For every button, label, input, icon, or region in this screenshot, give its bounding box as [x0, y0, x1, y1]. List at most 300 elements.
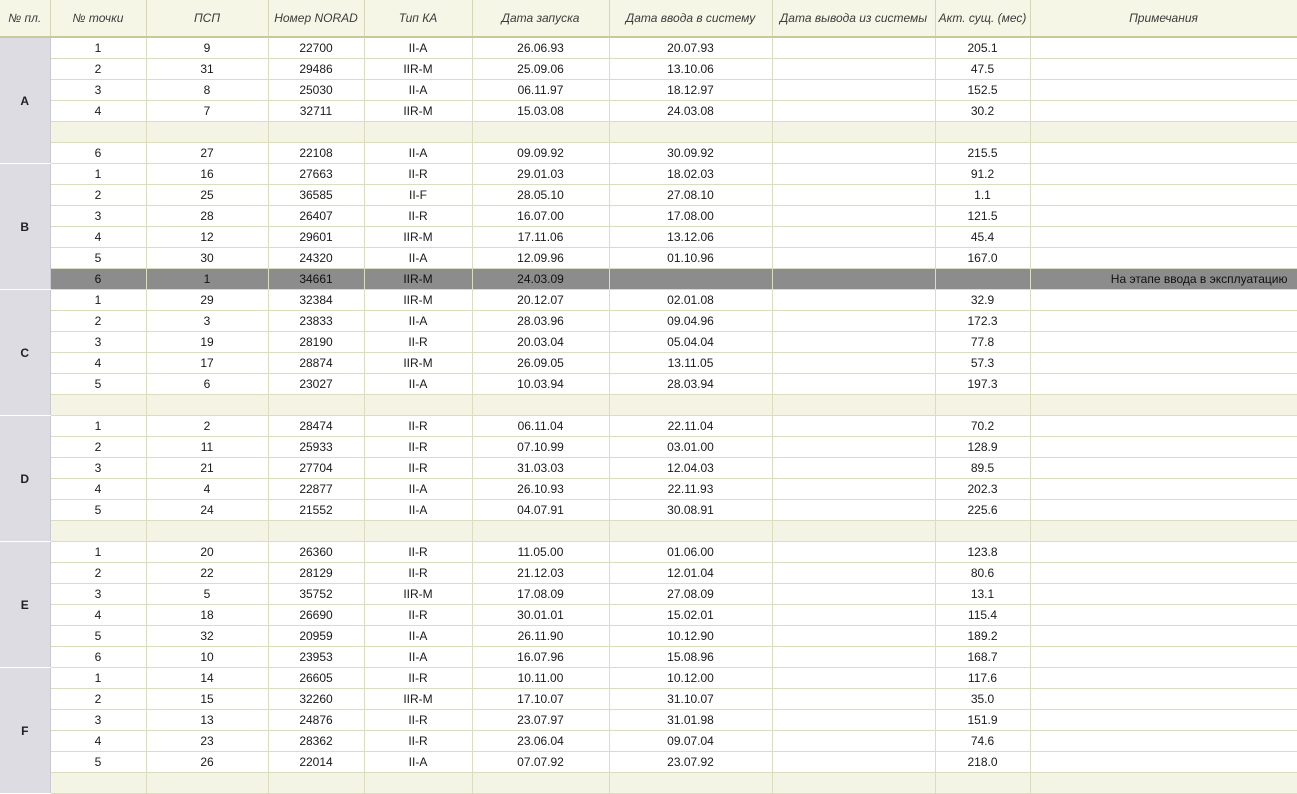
notes-cell[interactable]	[1030, 101, 1297, 122]
table-row[interactable]	[0, 647, 1297, 668]
table-row[interactable]	[0, 563, 1297, 584]
exit-date-cell[interactable]	[772, 59, 935, 80]
notes-cell[interactable]	[1030, 521, 1297, 542]
point-cell[interactable]: 3	[50, 80, 146, 101]
type-cell[interactable]: II-R	[364, 164, 472, 185]
norad-cell[interactable]: 26605	[268, 668, 364, 689]
age-cell[interactable]: 152.5	[935, 80, 1030, 101]
entry-date-cell[interactable]	[609, 269, 772, 290]
norad-cell[interactable]: 22877	[268, 479, 364, 500]
entry-date-cell[interactable]: 10.12.00	[609, 668, 772, 689]
age-cell[interactable]: 13.1	[935, 584, 1030, 605]
header-exit-date[interactable]: Дата вывода из системы	[772, 0, 935, 37]
point-cell[interactable]: 2	[50, 185, 146, 206]
notes-cell[interactable]	[1030, 395, 1297, 416]
point-cell[interactable]: 1	[50, 37, 146, 59]
exit-date-cell[interactable]	[772, 311, 935, 332]
entry-date-cell[interactable]: 24.03.08	[609, 101, 772, 122]
header-entry-date[interactable]: Дата ввода в систему	[609, 0, 772, 37]
point-cell[interactable]: 1	[50, 416, 146, 437]
notes-cell[interactable]	[1030, 542, 1297, 563]
age-cell[interactable]: 168.7	[935, 647, 1030, 668]
entry-date-cell[interactable]	[609, 773, 772, 794]
table-row[interactable]	[0, 416, 1297, 437]
point-cell[interactable]: 5	[50, 626, 146, 647]
launch-date-cell[interactable]: 20.12.07	[472, 290, 609, 311]
launch-date-cell[interactable]: 20.03.04	[472, 332, 609, 353]
point-cell[interactable]: 6	[50, 143, 146, 164]
psp-cell[interactable]: 9	[146, 37, 268, 59]
notes-cell[interactable]	[1030, 563, 1297, 584]
notes-cell[interactable]: На этапе ввода в эксплуатацию	[1030, 269, 1297, 290]
table-row[interactable]	[0, 59, 1297, 80]
table-row[interactable]	[0, 479, 1297, 500]
launch-date-cell[interactable]: 11.05.00	[472, 542, 609, 563]
type-cell[interactable]: II-F	[364, 185, 472, 206]
launch-date-cell[interactable]: 06.11.04	[472, 416, 609, 437]
age-cell[interactable]: 35.0	[935, 689, 1030, 710]
exit-date-cell[interactable]	[772, 143, 935, 164]
psp-cell[interactable]: 32	[146, 626, 268, 647]
norad-cell[interactable]: 26407	[268, 206, 364, 227]
entry-date-cell[interactable]: 13.12.06	[609, 227, 772, 248]
table-row[interactable]	[0, 332, 1297, 353]
psp-cell[interactable]: 4	[146, 479, 268, 500]
norad-cell[interactable]: 28874	[268, 353, 364, 374]
launch-date-cell[interactable]: 26.10.93	[472, 479, 609, 500]
launch-date-cell[interactable]: 21.12.03	[472, 563, 609, 584]
exit-date-cell[interactable]	[772, 374, 935, 395]
psp-cell[interactable]: 2	[146, 416, 268, 437]
entry-date-cell[interactable]	[609, 521, 772, 542]
type-cell[interactable]: IIR-M	[364, 227, 472, 248]
exit-date-cell[interactable]	[772, 773, 935, 794]
entry-date-cell[interactable]: 13.11.05	[609, 353, 772, 374]
notes-cell[interactable]	[1030, 458, 1297, 479]
age-cell[interactable]: 202.3	[935, 479, 1030, 500]
psp-cell[interactable]: 31	[146, 59, 268, 80]
entry-date-cell[interactable]: 28.03.94	[609, 374, 772, 395]
psp-cell[interactable]: 23	[146, 731, 268, 752]
notes-cell[interactable]	[1030, 290, 1297, 311]
exit-date-cell[interactable]	[772, 290, 935, 311]
norad-cell[interactable]: 20959	[268, 626, 364, 647]
age-cell[interactable]	[935, 521, 1030, 542]
entry-date-cell[interactable]: 31.01.98	[609, 710, 772, 731]
table-row[interactable]	[0, 710, 1297, 731]
psp-cell[interactable]: 15	[146, 689, 268, 710]
psp-cell[interactable]	[146, 521, 268, 542]
table-row[interactable]	[0, 584, 1297, 605]
exit-date-cell[interactable]	[772, 206, 935, 227]
psp-cell[interactable]: 16	[146, 164, 268, 185]
point-cell[interactable]: 1	[50, 164, 146, 185]
entry-date-cell[interactable]: 31.10.07	[609, 689, 772, 710]
notes-cell[interactable]	[1030, 206, 1297, 227]
point-cell[interactable]: 1	[50, 542, 146, 563]
blank-row[interactable]	[0, 773, 1297, 794]
launch-date-cell[interactable]: 07.10.99	[472, 437, 609, 458]
exit-date-cell[interactable]	[772, 584, 935, 605]
norad-cell[interactable]: 24876	[268, 710, 364, 731]
norad-cell[interactable]: 22108	[268, 143, 364, 164]
table-row[interactable]	[0, 752, 1297, 773]
header-notes[interactable]: Примечания	[1030, 0, 1297, 37]
age-cell[interactable]: 89.5	[935, 458, 1030, 479]
launch-date-cell[interactable]: 10.11.00	[472, 668, 609, 689]
table-row[interactable]	[0, 437, 1297, 458]
notes-cell[interactable]	[1030, 37, 1297, 59]
point-cell[interactable]: 3	[50, 206, 146, 227]
table-row[interactable]	[0, 101, 1297, 122]
norad-cell[interactable]: 28129	[268, 563, 364, 584]
norad-cell[interactable]	[268, 521, 364, 542]
norad-cell[interactable]: 28190	[268, 332, 364, 353]
psp-cell[interactable]: 7	[146, 101, 268, 122]
plane-label[interactable]: B	[0, 164, 50, 290]
exit-date-cell[interactable]	[772, 80, 935, 101]
exit-date-cell[interactable]	[772, 563, 935, 584]
exit-date-cell[interactable]	[772, 689, 935, 710]
age-cell[interactable]: 57.3	[935, 353, 1030, 374]
type-cell[interactable]: II-A	[364, 500, 472, 521]
launch-date-cell[interactable]: 17.08.09	[472, 584, 609, 605]
age-cell[interactable]: 30.2	[935, 101, 1030, 122]
point-cell[interactable]	[50, 122, 146, 143]
norad-cell[interactable]: 23027	[268, 374, 364, 395]
exit-date-cell[interactable]	[772, 647, 935, 668]
point-cell[interactable]: 4	[50, 353, 146, 374]
header-point[interactable]: № точки	[50, 0, 146, 37]
plane-label[interactable]: A	[0, 37, 50, 164]
table-row[interactable]	[0, 605, 1297, 626]
psp-cell[interactable]: 30	[146, 248, 268, 269]
notes-cell[interactable]	[1030, 605, 1297, 626]
psp-cell[interactable]: 20	[146, 542, 268, 563]
entry-date-cell[interactable]: 30.09.92	[609, 143, 772, 164]
plane-label[interactable]: F	[0, 668, 50, 794]
age-cell[interactable]: 74.6	[935, 731, 1030, 752]
point-cell[interactable]	[50, 773, 146, 794]
plane-label[interactable]: C	[0, 290, 50, 416]
table-row[interactable]	[0, 164, 1297, 185]
psp-cell[interactable]	[146, 395, 268, 416]
psp-cell[interactable]: 8	[146, 80, 268, 101]
header-age[interactable]: Акт. сущ. (мес)	[935, 0, 1030, 37]
launch-date-cell[interactable]: 26.09.05	[472, 353, 609, 374]
notes-cell[interactable]	[1030, 710, 1297, 731]
exit-date-cell[interactable]	[772, 101, 935, 122]
point-cell[interactable]: 1	[50, 290, 146, 311]
norad-cell[interactable]: 32384	[268, 290, 364, 311]
exit-date-cell[interactable]	[772, 353, 935, 374]
table-row[interactable]	[0, 731, 1297, 752]
table-row[interactable]	[0, 689, 1297, 710]
table-row[interactable]	[0, 626, 1297, 647]
notes-cell[interactable]	[1030, 311, 1297, 332]
table-row[interactable]	[0, 458, 1297, 479]
header-norad[interactable]: Номер NORAD	[268, 0, 364, 37]
point-cell[interactable]: 4	[50, 101, 146, 122]
type-cell[interactable]: II-R	[364, 605, 472, 626]
exit-date-cell[interactable]	[772, 752, 935, 773]
norad-cell[interactable]: 22700	[268, 37, 364, 59]
psp-cell[interactable]: 10	[146, 647, 268, 668]
notes-cell[interactable]	[1030, 626, 1297, 647]
type-cell[interactable]	[364, 395, 472, 416]
point-cell[interactable]: 2	[50, 59, 146, 80]
type-cell[interactable]	[364, 773, 472, 794]
age-cell[interactable]: 80.6	[935, 563, 1030, 584]
exit-date-cell[interactable]	[772, 668, 935, 689]
point-cell[interactable]: 5	[50, 752, 146, 773]
exit-date-cell[interactable]	[772, 542, 935, 563]
point-cell[interactable]: 2	[50, 689, 146, 710]
notes-cell[interactable]	[1030, 227, 1297, 248]
psp-cell[interactable]	[146, 122, 268, 143]
exit-date-cell[interactable]	[772, 185, 935, 206]
age-cell[interactable]: 77.8	[935, 332, 1030, 353]
norad-cell[interactable]	[268, 395, 364, 416]
norad-cell[interactable]: 32711	[268, 101, 364, 122]
table-row[interactable]	[0, 311, 1297, 332]
type-cell[interactable]: II-A	[364, 479, 472, 500]
launch-date-cell[interactable]: 24.03.09	[472, 269, 609, 290]
point-cell[interactable]: 6	[50, 647, 146, 668]
point-cell[interactable]: 2	[50, 563, 146, 584]
table-row[interactable]	[0, 248, 1297, 269]
notes-cell[interactable]	[1030, 143, 1297, 164]
exit-date-cell[interactable]	[772, 605, 935, 626]
point-cell[interactable]: 3	[50, 710, 146, 731]
launch-date-cell[interactable]: 30.01.01	[472, 605, 609, 626]
type-cell[interactable]: IIR-M	[364, 689, 472, 710]
notes-cell[interactable]	[1030, 689, 1297, 710]
point-cell[interactable]: 2	[50, 437, 146, 458]
type-cell[interactable]: II-A	[364, 248, 472, 269]
launch-date-cell[interactable]: 23.06.04	[472, 731, 609, 752]
point-cell[interactable]: 4	[50, 605, 146, 626]
entry-date-cell[interactable]: 27.08.09	[609, 584, 772, 605]
point-cell[interactable]: 4	[50, 227, 146, 248]
psp-cell[interactable]	[146, 773, 268, 794]
launch-date-cell[interactable]: 23.07.97	[472, 710, 609, 731]
entry-date-cell[interactable]: 20.07.93	[609, 37, 772, 59]
point-cell[interactable]	[50, 521, 146, 542]
age-cell[interactable]: 121.5	[935, 206, 1030, 227]
entry-date-cell[interactable]: 12.04.03	[609, 458, 772, 479]
notes-cell[interactable]	[1030, 122, 1297, 143]
table-row[interactable]	[0, 80, 1297, 101]
norad-cell[interactable]: 32260	[268, 689, 364, 710]
entry-date-cell[interactable]: 01.06.00	[609, 542, 772, 563]
psp-cell[interactable]: 1	[146, 269, 268, 290]
launch-date-cell[interactable]	[472, 773, 609, 794]
type-cell[interactable]: II-R	[364, 458, 472, 479]
age-cell[interactable]: 115.4	[935, 605, 1030, 626]
launch-date-cell[interactable]: 07.07.92	[472, 752, 609, 773]
norad-cell[interactable]: 21552	[268, 500, 364, 521]
norad-cell[interactable]: 34661	[268, 269, 364, 290]
exit-date-cell[interactable]	[772, 164, 935, 185]
notes-cell[interactable]	[1030, 500, 1297, 521]
exit-date-cell[interactable]	[772, 458, 935, 479]
norad-cell[interactable]: 22014	[268, 752, 364, 773]
header-type[interactable]: Тип КА	[364, 0, 472, 37]
entry-date-cell[interactable]: 27.08.10	[609, 185, 772, 206]
launch-date-cell[interactable]	[472, 122, 609, 143]
type-cell[interactable]: II-R	[364, 206, 472, 227]
header-plane[interactable]: № пл.	[0, 0, 50, 37]
psp-cell[interactable]: 26	[146, 752, 268, 773]
type-cell[interactable]: II-R	[364, 731, 472, 752]
type-cell[interactable]: II-R	[364, 542, 472, 563]
notes-cell[interactable]	[1030, 584, 1297, 605]
exit-date-cell[interactable]	[772, 248, 935, 269]
launch-date-cell[interactable]: 28.05.10	[472, 185, 609, 206]
psp-cell[interactable]: 29	[146, 290, 268, 311]
notes-cell[interactable]	[1030, 416, 1297, 437]
table-row[interactable]	[0, 206, 1297, 227]
launch-date-cell[interactable]: 17.10.07	[472, 689, 609, 710]
exit-date-cell[interactable]	[772, 122, 935, 143]
type-cell[interactable]: IIR-M	[364, 290, 472, 311]
norad-cell[interactable]: 28474	[268, 416, 364, 437]
launch-date-cell[interactable]: 29.01.03	[472, 164, 609, 185]
launch-date-cell[interactable]: 26.11.90	[472, 626, 609, 647]
header-psp[interactable]: ПСП	[146, 0, 268, 37]
age-cell[interactable]: 70.2	[935, 416, 1030, 437]
exit-date-cell[interactable]	[772, 479, 935, 500]
age-cell[interactable]: 172.3	[935, 311, 1030, 332]
notes-cell[interactable]	[1030, 647, 1297, 668]
type-cell[interactable]: II-R	[364, 416, 472, 437]
point-cell[interactable]: 3	[50, 584, 146, 605]
type-cell[interactable]: II-A	[364, 647, 472, 668]
age-cell[interactable]: 218.0	[935, 752, 1030, 773]
psp-cell[interactable]: 17	[146, 353, 268, 374]
norad-cell[interactable]: 23953	[268, 647, 364, 668]
age-cell[interactable]: 45.4	[935, 227, 1030, 248]
type-cell[interactable]: II-R	[364, 332, 472, 353]
age-cell[interactable]	[935, 122, 1030, 143]
launch-date-cell[interactable]: 09.09.92	[472, 143, 609, 164]
type-cell[interactable]: II-R	[364, 563, 472, 584]
psp-cell[interactable]: 5	[146, 584, 268, 605]
notes-cell[interactable]	[1030, 668, 1297, 689]
age-cell[interactable]: 128.9	[935, 437, 1030, 458]
age-cell[interactable]	[935, 395, 1030, 416]
age-cell[interactable]: 205.1	[935, 37, 1030, 59]
exit-date-cell[interactable]	[772, 710, 935, 731]
notes-cell[interactable]	[1030, 479, 1297, 500]
table-row[interactable]	[0, 353, 1297, 374]
psp-cell[interactable]: 11	[146, 437, 268, 458]
entry-date-cell[interactable]: 05.04.04	[609, 332, 772, 353]
norad-cell[interactable]: 35752	[268, 584, 364, 605]
blank-row[interactable]	[0, 122, 1297, 143]
psp-cell[interactable]: 18	[146, 605, 268, 626]
launch-date-cell[interactable]: 12.09.96	[472, 248, 609, 269]
type-cell[interactable]: IIR-M	[364, 269, 472, 290]
table-row[interactable]	[0, 269, 1297, 290]
entry-date-cell[interactable]: 01.10.96	[609, 248, 772, 269]
age-cell[interactable]: 91.2	[935, 164, 1030, 185]
type-cell[interactable]: II-R	[364, 710, 472, 731]
type-cell[interactable]: IIR-M	[364, 353, 472, 374]
age-cell[interactable]: 123.8	[935, 542, 1030, 563]
norad-cell[interactable]: 26690	[268, 605, 364, 626]
notes-cell[interactable]	[1030, 731, 1297, 752]
norad-cell[interactable]	[268, 773, 364, 794]
age-cell[interactable]: 32.9	[935, 290, 1030, 311]
age-cell[interactable]: 215.5	[935, 143, 1030, 164]
blank-row[interactable]	[0, 521, 1297, 542]
type-cell[interactable]: IIR-M	[364, 584, 472, 605]
exit-date-cell[interactable]	[772, 332, 935, 353]
launch-date-cell[interactable]: 31.03.03	[472, 458, 609, 479]
psp-cell[interactable]: 27	[146, 143, 268, 164]
psp-cell[interactable]: 14	[146, 668, 268, 689]
type-cell[interactable]: II-A	[364, 37, 472, 59]
point-cell[interactable]: 1	[50, 668, 146, 689]
entry-date-cell[interactable]	[609, 122, 772, 143]
norad-cell[interactable]: 26360	[268, 542, 364, 563]
norad-cell[interactable]: 36585	[268, 185, 364, 206]
entry-date-cell[interactable]: 15.08.96	[609, 647, 772, 668]
psp-cell[interactable]: 13	[146, 710, 268, 731]
exit-date-cell[interactable]	[772, 269, 935, 290]
point-cell[interactable]: 4	[50, 731, 146, 752]
table-row[interactable]	[0, 37, 1297, 59]
entry-date-cell[interactable]: 10.12.90	[609, 626, 772, 647]
notes-cell[interactable]	[1030, 752, 1297, 773]
exit-date-cell[interactable]	[772, 227, 935, 248]
type-cell[interactable]: II-R	[364, 668, 472, 689]
entry-date-cell[interactable]: 09.04.96	[609, 311, 772, 332]
exit-date-cell[interactable]	[772, 500, 935, 521]
point-cell[interactable]: 5	[50, 500, 146, 521]
age-cell[interactable]: 189.2	[935, 626, 1030, 647]
type-cell[interactable]: II-A	[364, 752, 472, 773]
launch-date-cell[interactable]: 25.09.06	[472, 59, 609, 80]
norad-cell[interactable]	[268, 122, 364, 143]
exit-date-cell[interactable]	[772, 521, 935, 542]
launch-date-cell[interactable]: 17.11.06	[472, 227, 609, 248]
entry-date-cell[interactable]: 22.11.04	[609, 416, 772, 437]
entry-date-cell[interactable]	[609, 395, 772, 416]
norad-cell[interactable]: 25030	[268, 80, 364, 101]
notes-cell[interactable]	[1030, 437, 1297, 458]
age-cell[interactable]: 1.1	[935, 185, 1030, 206]
launch-date-cell[interactable]	[472, 521, 609, 542]
notes-cell[interactable]	[1030, 248, 1297, 269]
norad-cell[interactable]: 27704	[268, 458, 364, 479]
age-cell[interactable]: 47.5	[935, 59, 1030, 80]
launch-date-cell[interactable]: 28.03.96	[472, 311, 609, 332]
type-cell[interactable]: II-A	[364, 143, 472, 164]
type-cell[interactable]: IIR-M	[364, 59, 472, 80]
age-cell[interactable]	[935, 269, 1030, 290]
table-row[interactable]	[0, 374, 1297, 395]
launch-date-cell[interactable]: 16.07.96	[472, 647, 609, 668]
type-cell[interactable]: II-A	[364, 311, 472, 332]
exit-date-cell[interactable]	[772, 626, 935, 647]
launch-date-cell[interactable]: 15.03.08	[472, 101, 609, 122]
type-cell[interactable]	[364, 521, 472, 542]
point-cell[interactable]: 5	[50, 248, 146, 269]
plane-label[interactable]: D	[0, 416, 50, 542]
